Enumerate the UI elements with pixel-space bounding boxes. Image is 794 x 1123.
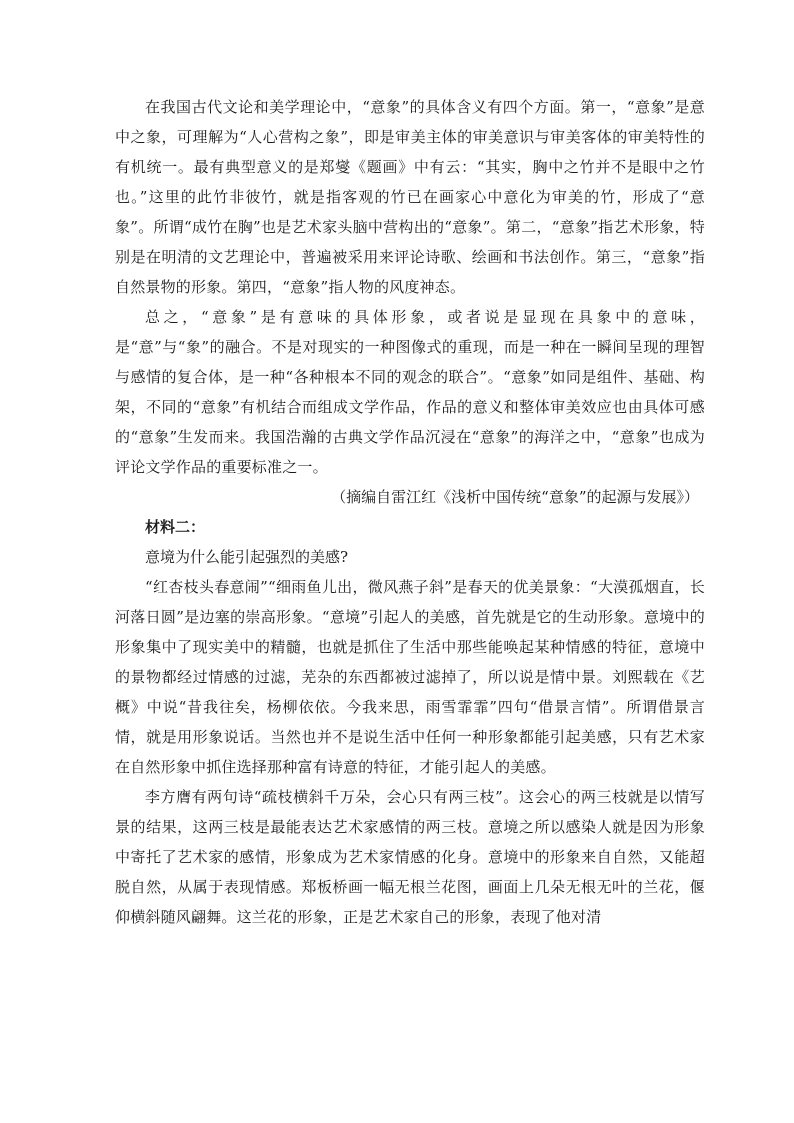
material-2-heading: 材料二： (145, 518, 206, 536)
section-question: 意境为什么能引起强烈的美感? (145, 548, 349, 566)
paragraph-4: 李方膺有两句诗“疏枝横斜千万朵，会心只有两三枝”。这会心的两三枝就是以情写景的结果，这两三枝是最能表达艺术家感情的两三枝。意境之所以感染人就是因为形象中寄托了艺术家的感情，形象成为艺术家情感的化身。意境中的形象来自自然，又能超脱自然，从属于表现情感。郑板桥画一幅无根兰花图，画面上几朵无根无叶的兰花，偃仰横斜随风翩舞。这兰花的形象，正是艺术家自己的形象，表现了他对清 (115, 788, 705, 926)
paragraph-2: 总之，“意象”是有意味的具体形象，或者说是显现在具象中的意味，是“意”与“象”的融合。不是对现实的一种图像式的重现，而是一种在一瞬间呈现的理智与感情的复合体，是一种“各种根本不同的观念的联合”。“意象”如同是组件、基础、构架，不同的“意象”有机结合而组成文学作品，作品的意义和整体审美效应也由具体可感的“意象”生发而来。我国浩瀚的古典文学作品沉浸在“意象”的海洋之中，“意象”也成为评论文学作品的重要标准之一。 (115, 308, 705, 476)
paragraph-3: “红杏枝头春意闹”“细雨鱼儿出，微风燕子斜”是春天的优美景象：“大漠孤烟直，长河落日圆”是边塞的崇高形象。“意境”引起人的美感，首先就是它的生动形象。意境中的形象集中了现实美中的精髓，也就是抓住了生活中那些能唤起某种情感的特征，意境中的景物都经过情感的过滤，芜杂的东西都被过滤掉了，所以说是情中景。刘熙载在《艺概》中说“昔我往矣，杨柳依依。今我来思，雨雪霏霏”四句“借景言情”。所谓借景言情，就是用形象说话。当然也并不是说生活中任何一种形象都能引起美感，只有艺术家在自然形象中抓住选择那种富有诗意的特征，才能引起人的美感。 (115, 578, 705, 776)
document-body (115, 92, 705, 932)
paragraph-1: 在我国古代文论和美学理论中，“意象”的具体含义有四个方面。第一，“意象”是意中之象，可理解为“人心营构之象”，即是审美主体的审美意识与审美客体的审美特性的有机统一。最有典型意义的是郑燮《题画》中有云：“其实，胸中之竹并不是眼中之竹也。”这里的此竹非彼竹，就是指客观的竹已在画家心中意化为审美的竹，形成了“意象”。所谓“成竹在胸”也是艺术家头脑中营构出的“意象”。第二，“意象”指艺术形象，特别是在明清的文艺理论中，普遍被采用来评论诗歌、绘画和书法创作。第三，“意象”指自然景物的形象。第四，“意象”指人物的风度神态。 (115, 98, 705, 296)
source-citation: （摘编自雷江红《浅析中国传统“意象”的起源与发展》） (331, 488, 699, 506)
